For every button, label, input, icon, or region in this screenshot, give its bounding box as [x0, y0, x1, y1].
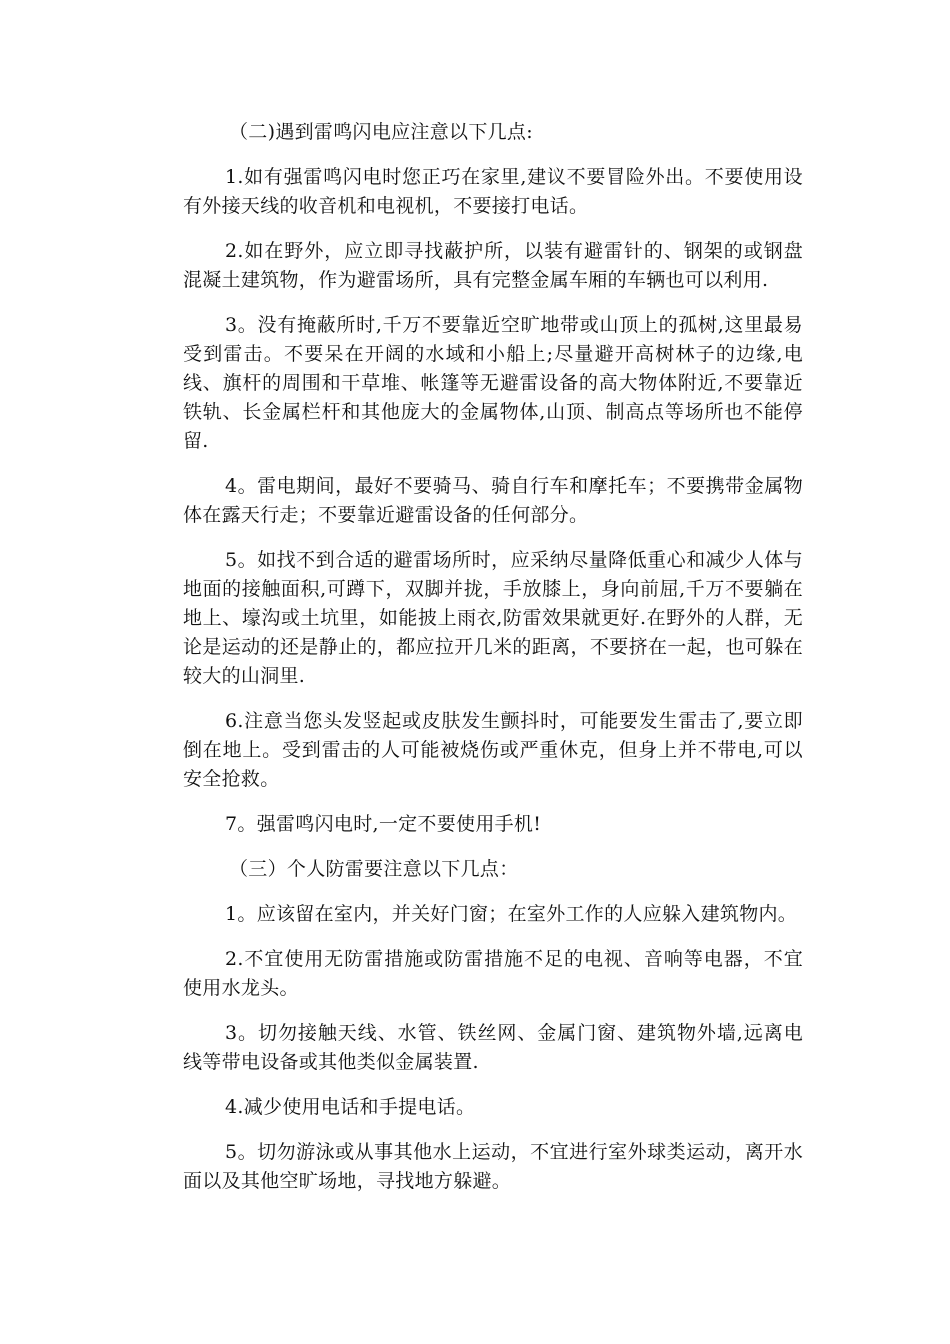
section-2-item-4: 4。雷电期间，最好不要骑马、骑自行车和摩托车；不要携带金属物体在露天行走；不要靠近避雷设备的任何部分。: [183, 475, 803, 526]
section-2-item-6: 6.注意当您头发竖起或皮肤发生颤抖时，可能要发生雷击了,要立即倒在地上。受到雷击的人可能被烧伤或严重休克，但身上并不带电,可以安全抢救。: [183, 710, 803, 790]
section-2-item-3: 3。没有掩蔽所时,千万不要靠近空旷地带或山顶上的孤树,这里最易受到雷击。不要呆在开阔的水域和小船上;尽量避开高树林子的边缘,电线、旗杆的周围和干草堆、帐篷等无避雷设备的高大物体附近,不要靠近铁轨、长金属栏杆和其他庞大的金属物体,山顶、制高点等场所也不能停留.: [183, 314, 803, 452]
section-3-item-4: 4.减少使用电话和手提电话。: [225, 1096, 476, 1118]
section-2-item-5: 5。如找不到合适的避雷场所时，应采纳尽量降低重心和减少人体与地面的接触面积,可蹲下，双脚并拢，手放膝上，身向前屈,千万不要躺在地上、壕沟或土坑里，如能披上雨衣,防雷效果就更好.在野外的人群，无论是运动的还是静止的，都应拉开几米的距离，不要挤在一起，也可躲在较大的山洞里.: [183, 549, 803, 687]
section-2-item-1: 1.如有强雷鸣闪电时您正巧在家里,建议不要冒险外出。不要使用设有外接天线的收音机和电视机，不要接打电话。: [183, 166, 803, 217]
section-3-item-2: 2.不宜使用无防雷措施或防雷措施不足的电视、音响等电器，不宜使用水龙头。: [183, 948, 803, 999]
section-3-heading: （三）个人防雷要注意以下几点：: [229, 858, 519, 880]
document-body: [183, 118, 803, 1212]
section-2-item-7: 7。强雷鸣闪电时,一定不要使用手机!: [225, 813, 542, 835]
section-3-item-3: 3。切勿接触天线、水管、铁丝网、金属门窗、建筑物外墙,远离电线等带电设备或其他类似金属装置.: [183, 1022, 803, 1073]
section-3-item-1: 1。应该留在室内，并关好门窗；在室外工作的人应躲入建筑物内。: [225, 903, 798, 925]
section-2-item-2: 2.如在野外，应立即寻找蔽护所，以装有避雷针的、钢架的或钢盘混凝土建筑物，作为避雷场所，具有完整金属车厢的车辆也可以利用.: [183, 240, 803, 291]
section-3-item-5: 5。切勿游泳或从事其他水上运动，不宜进行室外球类运动，离开水面以及其他空旷场地，寻找地方躲避。: [183, 1141, 803, 1192]
section-2-heading: （二)遇到雷鸣闪电应注意以下几点:: [229, 121, 533, 143]
